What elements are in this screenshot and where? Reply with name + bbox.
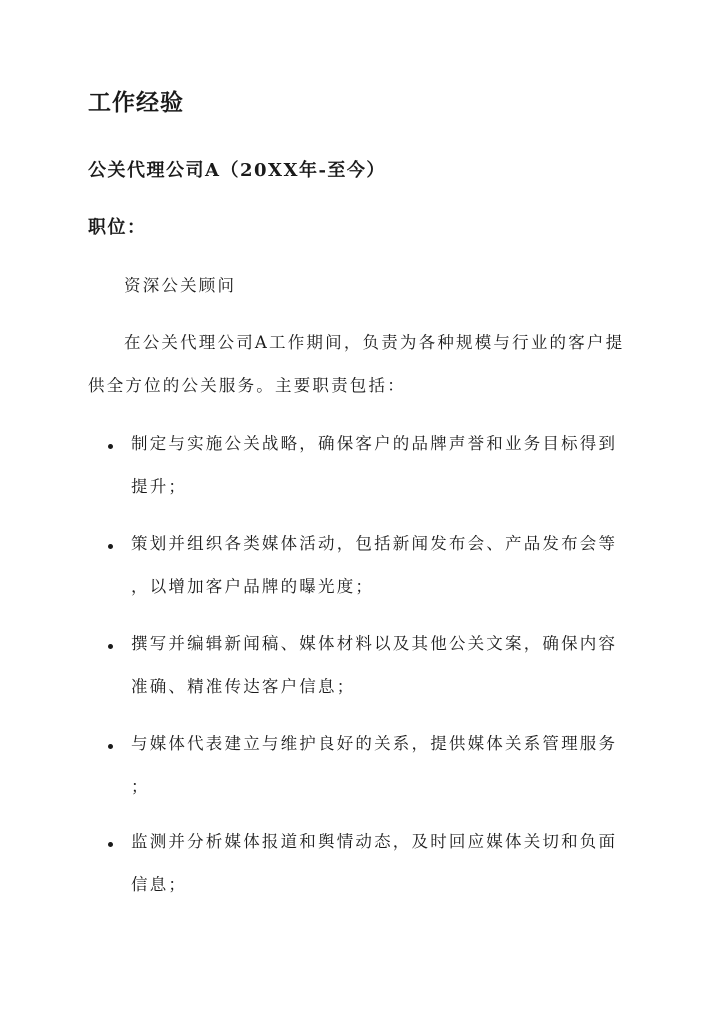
position-value: 资深公关顾问 — [124, 276, 237, 295]
bullet-icon — [108, 544, 113, 549]
list-item-text: ，以增加客户品牌的曝光度； — [131, 577, 375, 596]
bullet-icon — [108, 644, 113, 649]
list-item-text: 策划并组织各类媒体活动，包括新闻发布会、产品发布会等 — [131, 534, 618, 553]
list-item-text: 与媒体代表建立与维护良好的关系，提供媒体关系管理服务 — [131, 734, 618, 753]
list-item — [0, 530, 720, 620]
list-item-text: 撰写并编辑新闻稿、媒体材料以及其他公关文案，确保内容 — [131, 634, 618, 653]
list-item-text: 提升； — [131, 477, 188, 496]
list-item-text: ； — [131, 777, 150, 796]
section-heading: 工作经验 — [88, 89, 184, 116]
intro-paragraph-line: 供全方位的公关服务。主要职责包括： — [88, 376, 406, 395]
list-item — [0, 730, 720, 820]
list-item-text: 制定与实施公关战略，确保客户的品牌声誉和业务目标得到 — [131, 434, 618, 453]
intro-paragraph-line: 在公关代理公司A工作期间，负责为各种规模与行业的客户提 — [124, 333, 625, 352]
list-item-text: 信息； — [131, 875, 188, 894]
bullet-icon — [108, 444, 113, 449]
list-item — [0, 828, 720, 918]
bullet-icon — [108, 842, 113, 847]
bullet-icon — [108, 744, 113, 749]
list-item — [0, 630, 720, 720]
list-item — [0, 430, 720, 520]
list-item-text: 监测并分析媒体报道和舆情动态，及时回应媒体关切和负面 — [131, 832, 618, 851]
list-item-text: 准确、精准传达客户信息； — [131, 677, 356, 696]
company-title: 公关代理公司A（20XX年-至今） — [88, 160, 386, 181]
position-label: 职位： — [88, 217, 147, 238]
